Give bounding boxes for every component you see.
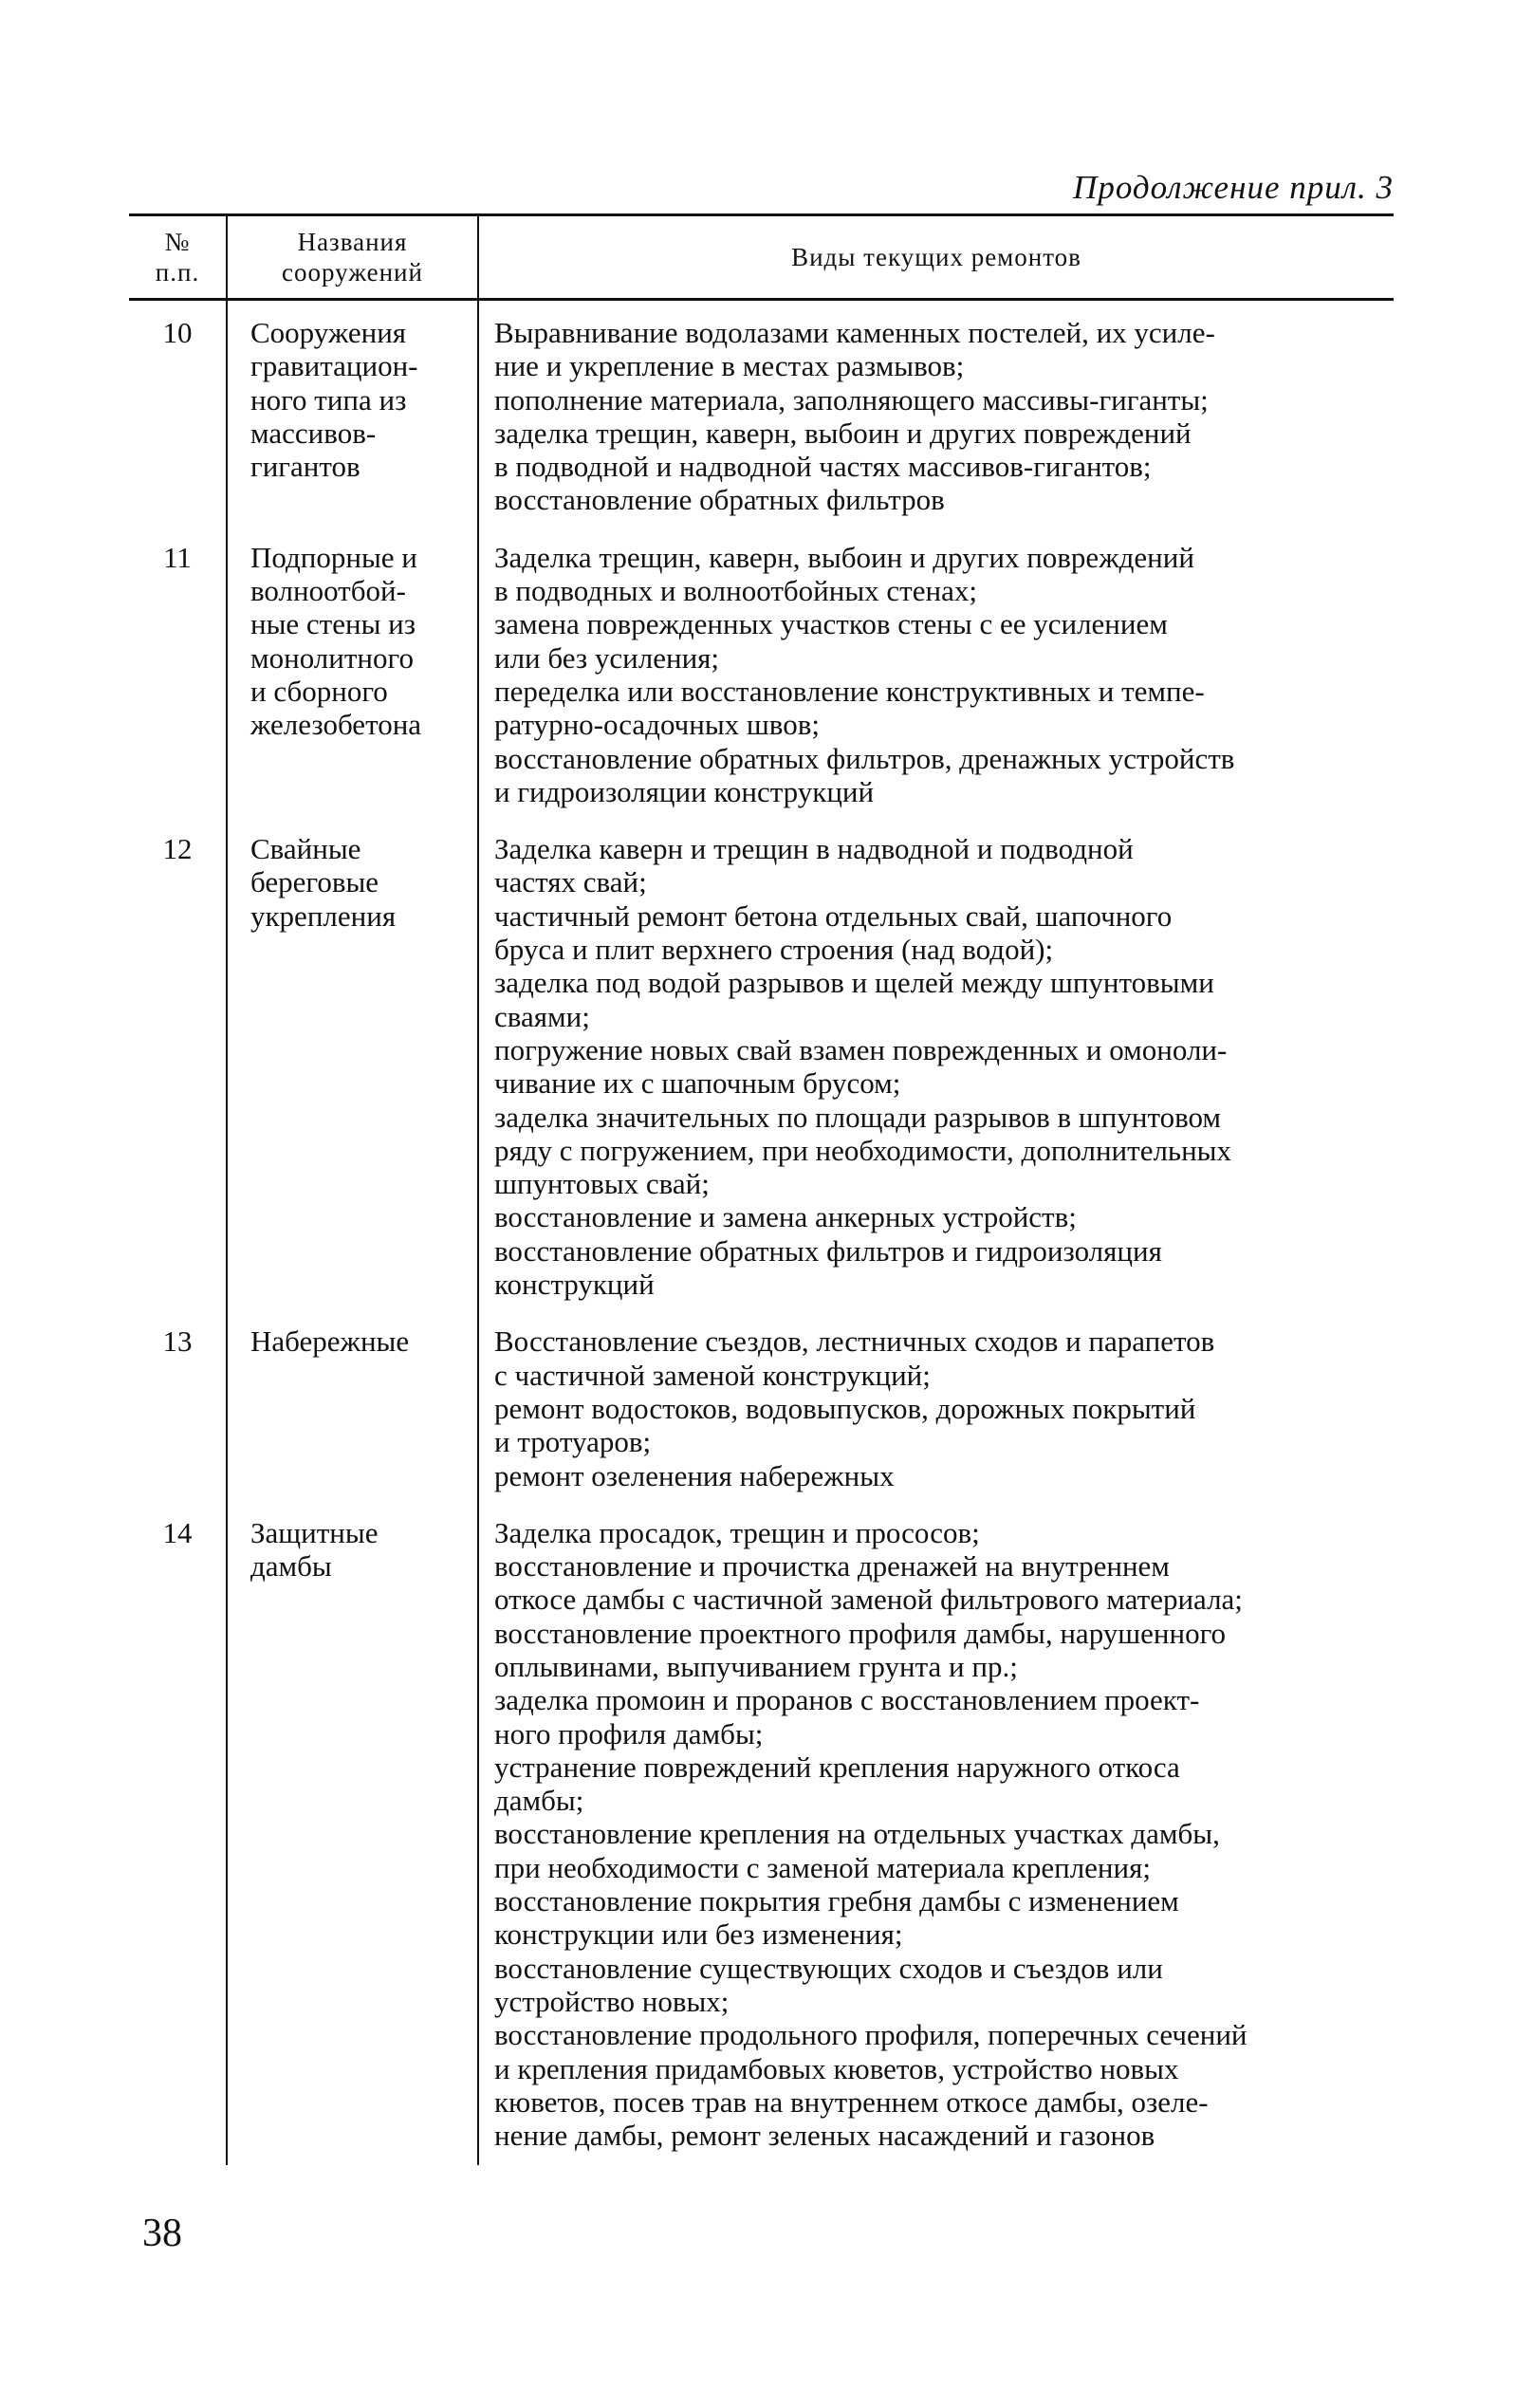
text-line: в подводной и надводной частях массивов-гигантов; xyxy=(494,450,1152,484)
continuation-note: Продолжение прил. 3 xyxy=(1073,169,1394,206)
table-row xyxy=(129,530,1394,822)
text-line: гравитацион- xyxy=(250,349,418,383)
text-line: замена поврежденных участков стены с ее усилением xyxy=(494,607,1168,641)
text-line: с частичной заменой конструкций; xyxy=(494,1358,931,1392)
text-line: заделка промоин и проранов с восстановлением проект- xyxy=(494,1683,1200,1717)
text-line: восстановление обратных фильтров, дренажных устройств xyxy=(494,741,1235,775)
text-line: Заделка трещин, каверн, выбоин и других повреждений xyxy=(494,540,1194,574)
text-line: Заделка каверн и трещин в надводной и подводной xyxy=(494,832,1134,866)
text-line: 10 xyxy=(162,316,193,349)
row-number xyxy=(129,822,227,1314)
table-body xyxy=(129,300,1394,2166)
text-line: шпунтовых свай; xyxy=(494,1167,710,1201)
repair-types xyxy=(478,1506,1394,2166)
table-row xyxy=(129,822,1394,1314)
text-line: восстановление крепления на отдельных участках дамбы, xyxy=(494,1817,1220,1851)
text-line: ного типа из xyxy=(250,382,407,417)
text-line: п.п. xyxy=(155,258,200,287)
text-line: восстановление покрытия гребня дамбы с изменением xyxy=(494,1884,1179,1918)
text-line: 11 xyxy=(163,540,192,574)
text-line: и крепления придамбовых кюветов, устройство новых xyxy=(494,2051,1179,2085)
row-number xyxy=(129,300,227,530)
text-line: ного профиля дамбы; xyxy=(494,1716,764,1750)
text-line: дамбы xyxy=(250,1549,332,1584)
text-line: железобетона xyxy=(250,708,422,742)
text-line: пополнение материала, заполняющего массивы-гиганты; xyxy=(494,382,1209,417)
structure-name xyxy=(227,1314,478,1505)
structure-name xyxy=(227,530,478,822)
text-line: восстановление проектного профиля дамбы, нарушенного xyxy=(494,1616,1227,1650)
text-line: монолитного xyxy=(250,640,414,675)
repair-types xyxy=(478,300,1394,530)
text-line: восстановление обратных фильтров xyxy=(494,483,945,517)
text-line: восстановление и замена анкерных устройств; xyxy=(494,1200,1077,1234)
column-header-structure xyxy=(227,215,478,300)
row-number xyxy=(129,530,227,822)
repairs-table xyxy=(129,213,1394,2165)
text-line: укрепления xyxy=(250,898,397,933)
structure-name xyxy=(227,1506,478,2166)
text-line: в подводных и волноотбойных стенах; xyxy=(494,574,977,608)
text-line: № xyxy=(164,228,191,256)
table-row xyxy=(129,1314,1394,1505)
table-row xyxy=(129,1506,1394,2166)
text-line: конструкций xyxy=(494,1268,655,1302)
text-line: ремонт водостоков, водовыпусков, дорожных покрытий xyxy=(494,1391,1196,1425)
text-line: погружение новых свай взамен поврежденных и омоноли- xyxy=(494,1032,1228,1066)
text-line: и гидроизоляции конструкций xyxy=(494,774,875,808)
column-header-repairs xyxy=(478,215,1394,300)
text-line: ные стены из xyxy=(250,607,416,641)
text-line: и тротуаров; xyxy=(494,1425,652,1459)
text-line: заделка значительных по площади разрывов в шпунтовом xyxy=(494,1100,1222,1134)
table-header xyxy=(129,215,1394,300)
text-line: массивов- xyxy=(250,416,377,450)
text-line: ряду с погружением, при необходимости, дополнительных xyxy=(494,1133,1231,1167)
text-line: сооружений xyxy=(282,258,423,287)
text-line: устройство новых; xyxy=(494,1984,730,2018)
text-line: дамбы; xyxy=(494,1784,584,1818)
text-line: Набережные xyxy=(250,1324,410,1359)
text-line: частях свай; xyxy=(494,865,647,899)
text-line: восстановление обратных фильтров и гидроизоляция xyxy=(494,1233,1162,1268)
text-line: 13 xyxy=(162,1324,193,1359)
text-line: восстановление существующих сходов и съездов или xyxy=(494,1951,1163,1985)
text-line: нение дамбы, ремонт зеленых насаждений и газонов xyxy=(494,2119,1155,2153)
text-line: сваями; xyxy=(494,999,590,1033)
text-line: при необходимости с заменой материала крепления; xyxy=(494,1850,1151,1884)
table-row xyxy=(129,300,1394,530)
text-line: Заделка просадок, трещин и прососов; xyxy=(494,1515,980,1549)
text-line: заделка под водой разрывов и щелей между шпунтовыми xyxy=(494,966,1214,1000)
text-line: оплывинами, выпучиванием грунта и пр.; xyxy=(494,1649,1018,1683)
text-line: восстановление и прочистка дренажей на внутреннем xyxy=(494,1549,1170,1584)
column-header-number xyxy=(129,215,227,300)
row-number xyxy=(129,1314,227,1505)
structure-name xyxy=(227,300,478,530)
text-line: кюветов, посев трав на внутреннем откосе дамбы, озеле- xyxy=(494,2084,1209,2119)
text-line: волноотбой- xyxy=(250,574,406,608)
repair-types xyxy=(478,822,1394,1314)
text-line: устранение повреждений крепления наружного откоса xyxy=(494,1750,1180,1784)
text-line: ратурно-осадочных швов; xyxy=(494,708,820,742)
text-line: Восстановление съездов, лестничных сходов и парапетов xyxy=(494,1324,1215,1359)
repair-types xyxy=(478,1314,1394,1505)
text-line: или без усиления; xyxy=(494,640,720,675)
text-line: ремонт озеленения набережных xyxy=(494,1458,895,1492)
text-line: заделка трещин, каверн, выбоин и других повреждений xyxy=(494,416,1192,450)
text-line: Сооружения xyxy=(250,316,407,349)
text-line: бруса и плит верхнего строения (над водой); xyxy=(494,933,1054,967)
text-line: береговые xyxy=(250,865,379,899)
text-line: Свайные xyxy=(250,832,361,866)
text-line: Защитные xyxy=(250,1515,379,1549)
text-line: гигантов xyxy=(250,450,360,484)
text-line: Выравнивание водолазами каменных постелей, их усиле- xyxy=(494,316,1215,349)
text-line: Названия xyxy=(297,228,408,256)
repair-types xyxy=(478,530,1394,822)
text-line: Виды текущих ремонтов xyxy=(791,243,1081,271)
text-line: восстановление продольного профиля, поперечных сечений xyxy=(494,2018,1248,2052)
text-line: конструкции или без изменения; xyxy=(494,1917,903,1952)
text-line: чивание их с шапочным брусом; xyxy=(494,1066,901,1101)
text-line: частичный ремонт бетона отдельных свай, шапочного xyxy=(494,898,1173,933)
text-line: и сборного xyxy=(250,674,388,708)
page-number: 38 xyxy=(142,2212,182,2255)
text-line: 12 xyxy=(162,832,193,866)
text-line: откосе дамбы с частичной заменой фильтрового материала; xyxy=(494,1583,1243,1617)
text-line: 14 xyxy=(162,1515,193,1549)
row-number xyxy=(129,1506,227,2166)
text-line: переделка или восстановление конструктивных и темпе- xyxy=(494,674,1205,708)
text-line: Подпорные и xyxy=(250,540,417,574)
structure-name xyxy=(227,822,478,1314)
text-line: ние и укрепление в местах размывов; xyxy=(494,349,965,383)
